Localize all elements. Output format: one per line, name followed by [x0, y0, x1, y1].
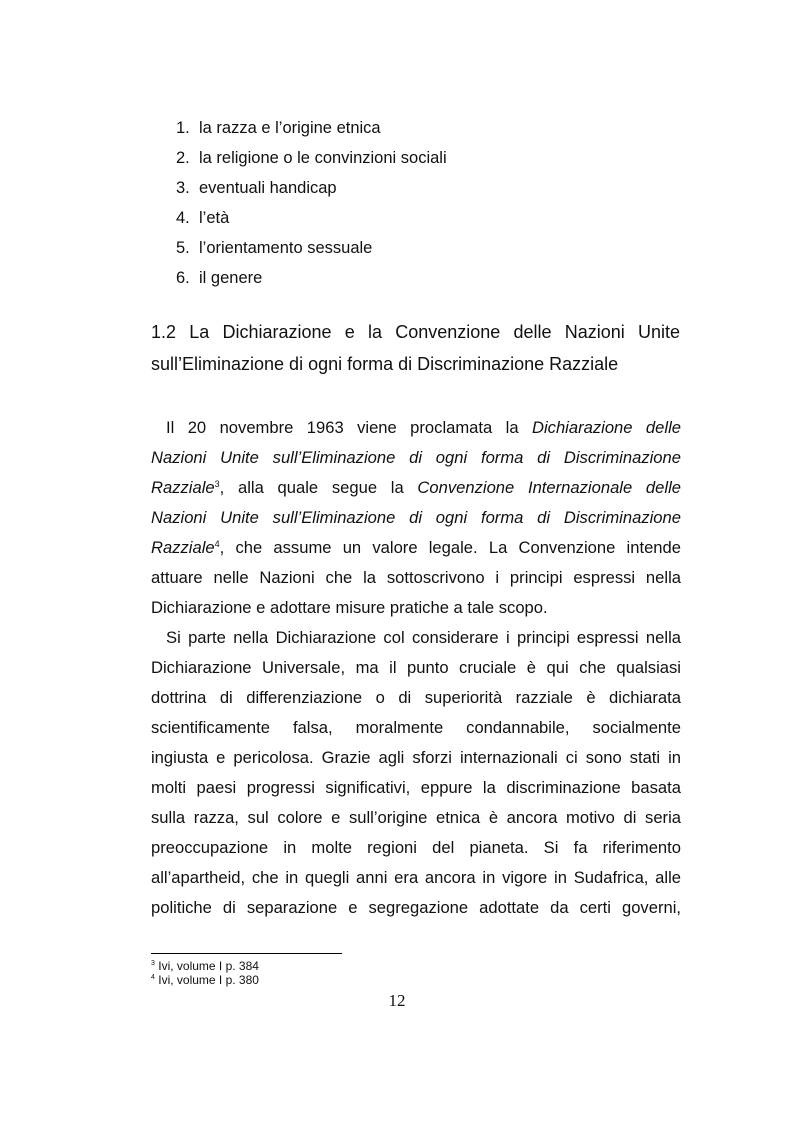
text-run: , alla quale segue la	[219, 478, 418, 497]
paragraph-1-line	[151, 443, 681, 473]
footnote-number: 3	[151, 960, 155, 967]
list-text: l’età	[199, 209, 230, 227]
list-item	[176, 263, 447, 293]
list-text: il genere	[199, 269, 263, 287]
paragraph-2-line: Dichiarazione Universale, ma il punto cruciale è qui che qualsiasi	[151, 658, 681, 677]
list-item	[176, 113, 447, 143]
paragraph-1-line: Dichiarazione e adottare misure pratiche a tale scopo.	[151, 598, 548, 617]
list-text: eventuali handicap	[199, 179, 337, 197]
paragraph-2-line: politiche di separazione e segregazione adottate da certi governi,	[151, 898, 681, 917]
footnote-text: Ivi, volume I p. 384	[154, 959, 259, 973]
list-text: la religione o le convinzioni sociali	[199, 149, 447, 167]
paragraph-1-line: attuare nelle Nazioni che la sottoscrivono i principi espressi nella	[151, 568, 681, 587]
footnote-divider	[151, 953, 342, 954]
paragraph-1-line	[151, 503, 681, 533]
footnote-ref-4[interactable]: 4	[214, 539, 220, 549]
footnote-number: 4	[151, 974, 155, 981]
paragraph-2-line: sulla razza, sul colore e sull’origine etnica è ancora motivo di seria	[151, 808, 681, 827]
paragraph-2-line: all’apartheid, che in quegli anni era ancora in vigore in Sudafrica, alle	[151, 868, 681, 887]
italic-title: Nazioni Unite sull’Eliminazione di ogni forma di Discriminazione	[151, 448, 681, 467]
list-item	[176, 233, 447, 263]
list-number: 4.	[176, 209, 190, 227]
list-number: 3.	[176, 179, 190, 197]
body-text	[151, 413, 681, 923]
list-number: 1.	[176, 119, 190, 137]
list-item	[176, 143, 447, 173]
text-run: , che assume un valore legale. La Convenzione intende	[219, 538, 681, 557]
footnote-3	[151, 959, 259, 973]
paragraph-1-line	[151, 533, 681, 563]
paragraph-2-line: ingiusta e pericolosa. Grazie agli sforzi internazionali ci sono stati in	[151, 748, 681, 767]
section-heading	[151, 316, 680, 380]
footnote-text: Ivi, volume I p. 380	[154, 973, 259, 987]
paragraph-2-line: preoccupazione in molte regioni del pianeta. Si fa riferimento	[151, 838, 681, 857]
heading-line-1: 1.2 La Dichiarazione e la Convenzione delle Nazioni Unite	[151, 322, 680, 342]
list-number: 2.	[176, 149, 190, 167]
heading-line-2: sull’Eliminazione di ogni forma di Discriminazione Razziale	[151, 354, 619, 374]
italic-title: Dichiarazione delle	[531, 418, 681, 437]
italic-title: Convenzione Internazionale delle	[417, 478, 681, 497]
list-text: l’orientamento sessuale	[199, 239, 373, 257]
numbered-list	[176, 113, 447, 293]
list-item	[176, 173, 447, 203]
paragraph-1-line	[151, 413, 681, 443]
list-item	[176, 203, 447, 233]
paragraph-2-line: scientificamente falsa, moralmente condannabile, socialmente	[151, 718, 681, 737]
italic-title: Razziale	[151, 478, 215, 497]
paragraph-1-line	[151, 473, 681, 503]
paragraph-2-line: Si parte nella Dichiarazione col considerare i principi espressi nella	[166, 628, 681, 647]
italic-title: Razziale	[151, 538, 215, 557]
list-text: la razza e l’origine etnica	[199, 119, 381, 137]
footnote-ref-3[interactable]: 3	[214, 479, 220, 489]
page-number: 12	[388, 991, 406, 1010]
italic-title: Nazioni Unite sull’Eliminazione di ogni forma di Discriminazione	[151, 508, 681, 527]
list-number: 5.	[176, 239, 190, 257]
footnote-4	[151, 973, 259, 987]
list-number: 6.	[176, 269, 190, 287]
paragraph-2-line: molti paesi progressi significativi, eppure la discriminazione basata	[151, 778, 681, 797]
paragraph-2-line: dottrina di differenziazione o di superiorità razziale è dichiarata	[151, 688, 681, 707]
text-run: Il 20 novembre 1963 viene proclamata la	[166, 418, 532, 437]
footnotes	[151, 959, 259, 987]
